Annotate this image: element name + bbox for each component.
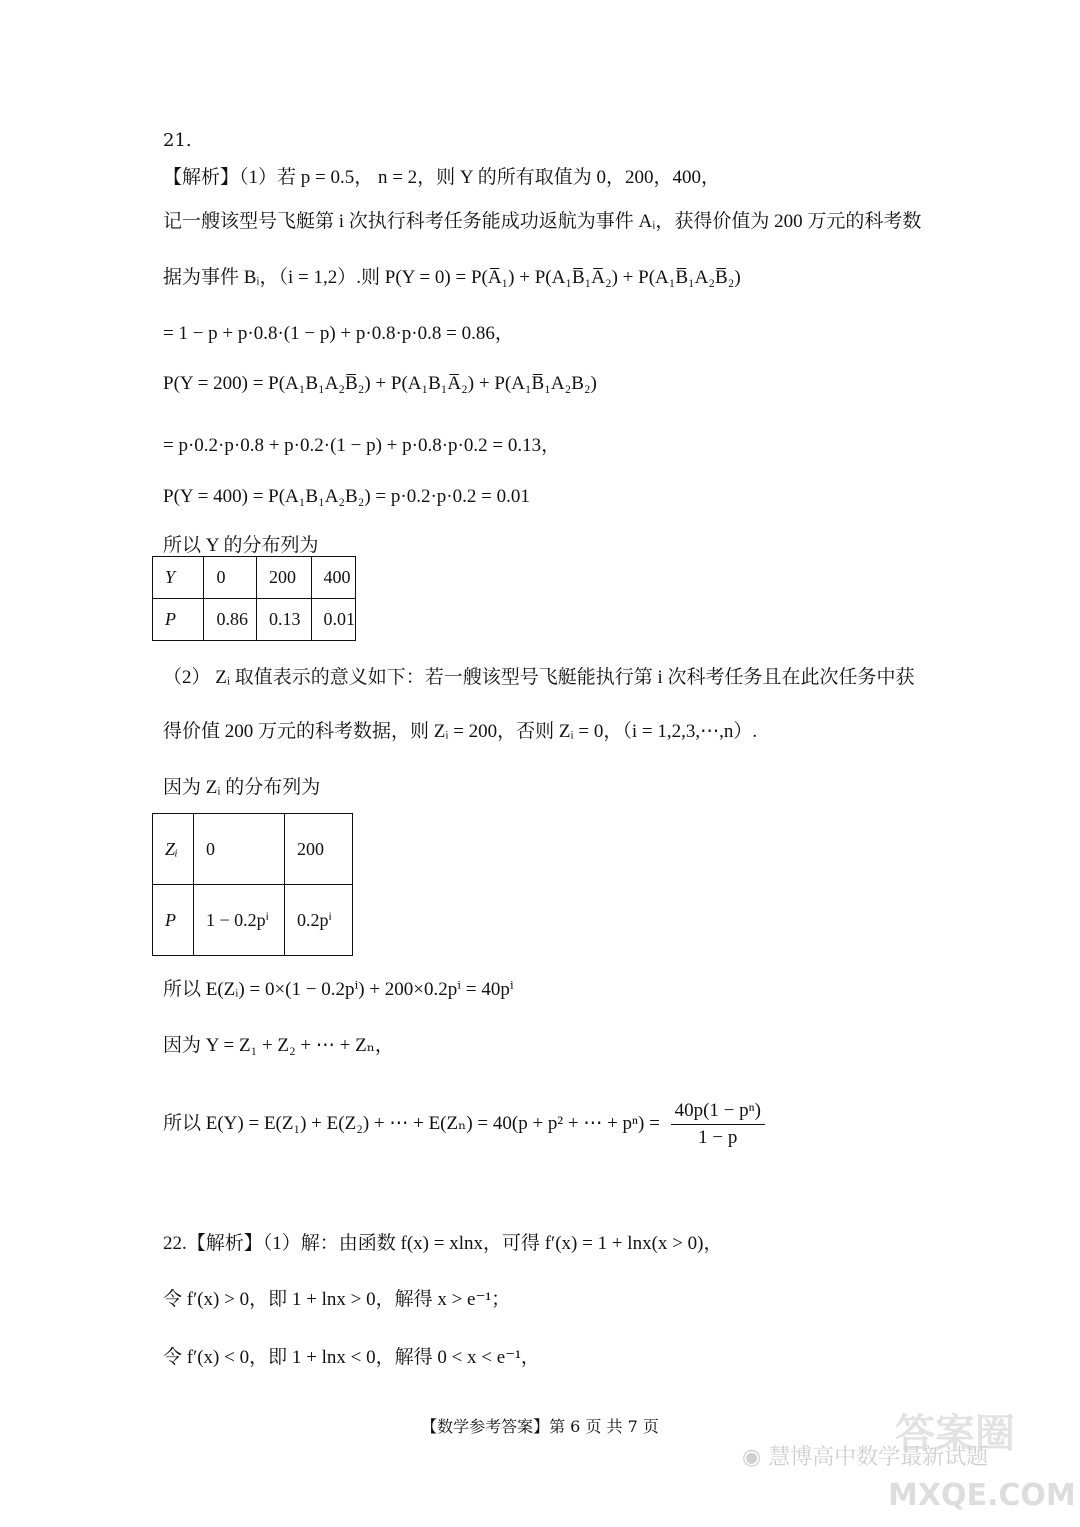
table2-header-p: P (153, 885, 194, 956)
table1-cell: 0.13 (257, 599, 311, 641)
fraction (671, 1100, 765, 1149)
wechat-icon: ◉ (742, 1445, 762, 1470)
q21-part2-line-4: 所以 E(Zᵢ) = 0×(1 − 0.2pⁱ) + 200×0.2pⁱ = 40pⁱ (163, 979, 514, 1000)
q21-line-2: 记一艘该型号飞艇第 i 次执行科考任务能成功返航为事件 Aᵢ，获得价值为 200 万元的科考数 (163, 211, 922, 232)
q21-line-6: = p·0.2·p·0.8 + p·0.2·(1 − p) + p·0.8·p·0.2 = 0.13， (163, 435, 561, 456)
table1-cell: 0.01 (311, 599, 356, 641)
distribution-table-z (152, 813, 353, 956)
table2-cell: 1 − 0.2pⁱ (194, 885, 285, 956)
q21-part2-line-3: 因为 Zᵢ 的分布列为 (163, 777, 321, 798)
q21-number: 21. (163, 130, 192, 151)
q21-part2-line-1: （2） Zᵢ 取值表示的意义如下：若一艘该型号飞艇能执行第 i 次科考任务且在此次任务中获 (163, 667, 915, 688)
q21-line-7: P(Y = 400) = P(A₁B₁A₂B₂) = p·0.2·p·0.2 = 0.01 (163, 486, 530, 507)
q21-part2-line-6 (163, 1100, 765, 1149)
page-footer: 【数学参考答案】第 6 页 共 7 页 (421, 1417, 659, 1436)
table2-header-z: Zᵢ (153, 814, 194, 885)
table1-cell: 400 (311, 557, 356, 599)
table1-header-y: Y (153, 557, 204, 599)
expectation-lhs: 所以 E(Y) = E(Z₁) + E(Z₂) + ⋯ + E(Zₙ) = 40(p + p² + ⋯ + pⁿ) = (163, 1112, 660, 1134)
table2-cell: 0.2pⁱ (285, 885, 353, 956)
distribution-table-y (152, 556, 356, 641)
q21-line-4: = 1 − p + p·0.8·(1 − p) + p·0.8·p·0.8 = 0.86， (163, 323, 514, 344)
q21-line-3: 据为事件 Bᵢ，（i = 1,2）.则 P(Y = 0) = P(A̅₁) + P(A₁B̅₁A̅₂) + P(A₁B̅₁A₂B̅₂) (163, 267, 741, 288)
table1-cell: 0.86 (204, 599, 257, 641)
q22-line-3: 令 f′(x) < 0，即 1 + lnx < 0，解得 0 < x < e⁻¹， (163, 1347, 540, 1368)
table1-cell: 0 (204, 557, 257, 599)
watermark-source: ◉ 慧博高中数学最新试题 (742, 1445, 989, 1470)
watermark-logo: 答案圈 (895, 1411, 1015, 1457)
fraction-denominator: 1 − p (698, 1127, 738, 1148)
table1-header-p: P (153, 599, 204, 641)
q21-part2-line-5: 因为 Y = Z₁ + Z₂ + ⋯ + Zₙ， (163, 1035, 394, 1056)
q21-line-8: 所以 Y 的分布列为 (163, 535, 319, 556)
fraction-numerator: 40p(1 − pⁿ) (671, 1100, 765, 1125)
q21-line-1: 【解析】（1）若 p = 0.5， n = 2，则 Y 的所有取值为 0，200，400， (163, 167, 720, 188)
table2-cell: 200 (285, 814, 353, 885)
table2-cell: 0 (194, 814, 285, 885)
q22-line-2: 令 f′(x) > 0，即 1 + lnx > 0，解得 x > e⁻¹； (163, 1289, 511, 1310)
q21-line-5: P(Y = 200) = P(A₁B₁A₂B̅₂) + P(A₁B₁A̅₂) + P(A₁B̅₁A₂B₂) (163, 373, 597, 394)
table1-cell: 200 (257, 557, 311, 599)
q21-part2-line-2: 得价值 200 万元的科考数据，则 Zᵢ = 200，否则 Zᵢ = 0，（i = 1,2,3,⋯,n）. (163, 721, 758, 742)
q22-line-1: 22.【解析】（1）解：由函数 f(x) = xlnx，可得 f′(x) = 1 + lnx(x > 0)， (163, 1233, 723, 1254)
watermark-site: MXQE.COM (888, 1478, 1076, 1513)
